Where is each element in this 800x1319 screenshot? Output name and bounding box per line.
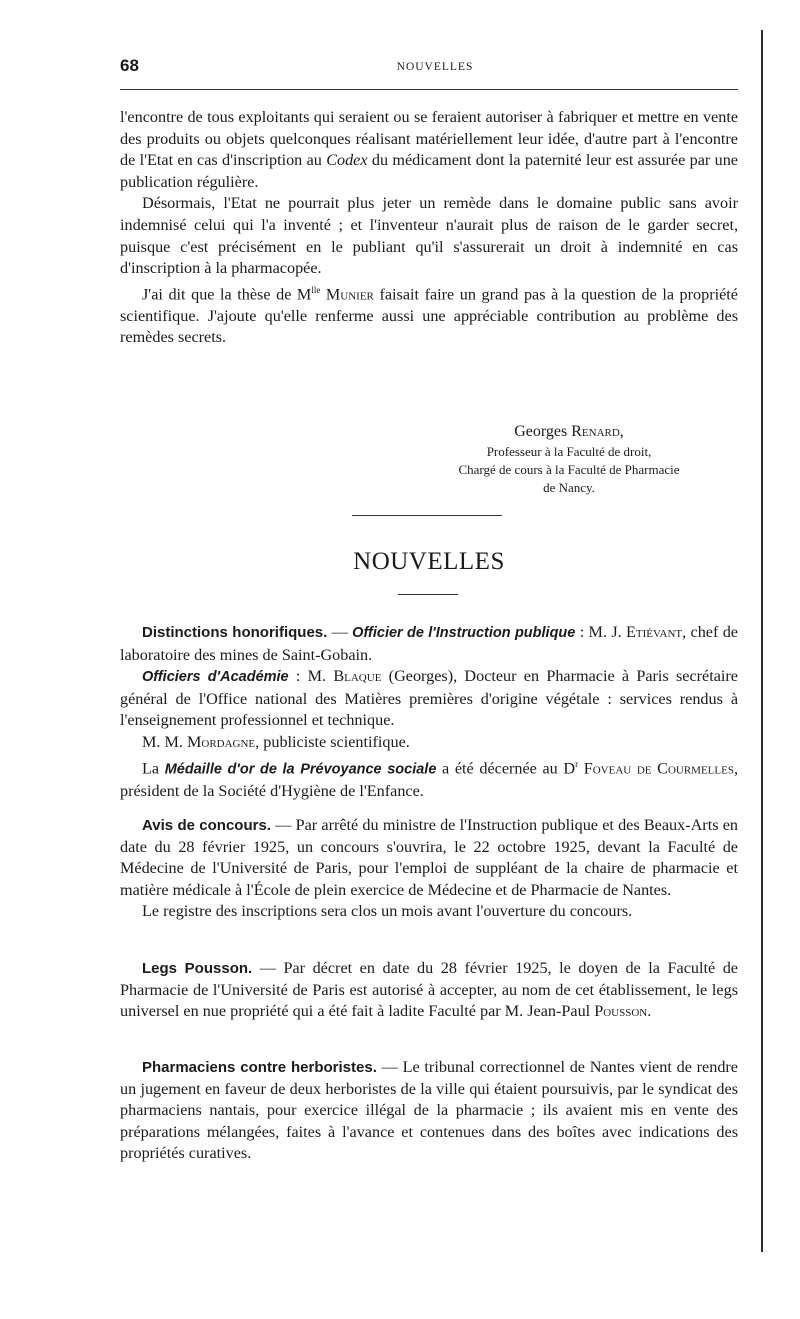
signature-block [400, 421, 738, 497]
section-title: NOUVELLES [353, 548, 505, 575]
signature-name: Georges Renard, [514, 423, 624, 440]
page-header [120, 52, 750, 80]
running-title: NOUVELLES [396, 61, 474, 73]
avis-paragraph-1: Avis de concours. — Par arrêté du ministre de l'Instruction publique et des Beaux-Arts en date du 28 février 1925, un concours s'ouvrira, le 22 octobre 1925, devant la Faculté de Médecine de l'Université de Paris, pour l'emploi de suppléant de la chaire de pharmacie et matière médicale à l'École de plein exercice de Médecine et de Pharmacie de Nantes. [120, 816, 738, 899]
signature-line-1: Professeur à la Faculté de droit, [486, 444, 652, 459]
intro-paragraph-3: J'ai dit que la thèse de $M^{lle}$ Munier faisait faire un grand pas à la question de la propriété scientifique. J'ajoute qu'elle renferme aussi une appréciable contribution au problème des remèdes secrets. [120, 284, 738, 347]
pharmaciens-section [120, 1057, 738, 1165]
intro-paragraph-1: l'encontre de tous exploitants qui seraient ou se feraient autoriser à fabriquer et mettre en vente des produits ou objets quelconques réalisant matériellement leur idée, d'autre part à l'encontre de l'Etat en cas d'inscription au Codex du médicament dont la paternité leur est assurée par une publication régulière. [120, 108, 738, 191]
distinctions-paragraph-3: M. M. Mordagne, publiciste scientifique. [142, 732, 410, 751]
page-edge-line [761, 30, 763, 1252]
distinctions-paragraph-4: La Médaille d'or de la Prévoyance sociale a été décernée au $D^r$ Foveau de Courmelles, président de la Société d'Hygiène de l'Enfance. [120, 758, 739, 800]
distinctions-paragraph-2: Officiers d'Académie : M. Blaque (Georges), Docteur en Pharmacie à Paris secrétaire général de l'Office national des Matières premières d'origine végétale : services rendus à l'enseignement professionnel et technique. [120, 667, 738, 730]
intro-paragraph-2: Désormais, l'Etat ne pourrait plus jeter un remède dans le domaine public sans avoir indemnisé celui qui l'a inventé ; et l'inventeur n'aurait plus de raison de le garder secret, puisque c'est précisément en le publiant qu'il s'assurerait un droit à indemnité en cas d'inscription à la pharmacopée. [120, 194, 738, 278]
author-name-munier: Munier [325, 285, 374, 304]
signature-line-2: Chargé de cours à la Faculté de Pharmacie [458, 462, 680, 477]
signature-line-3: de Nancy. [543, 480, 595, 495]
intro-text [120, 107, 738, 349]
codex-word: Codex [326, 151, 368, 170]
header-rule [120, 89, 738, 90]
page-number: 68 [120, 56, 139, 75]
pharmaciens-paragraph: Pharmaciens contre herboristes. — Le tribunal correctionnel de Nantes vient de rendre un jugement en faveur de deux herboristes de la ville qui étaient poursuivis, par le syndicat des pharmaciens nantais, pour exercice illégal de la pharmacie ; ils avaient mis en vente des préparations mélangées, faites à l'avance et contenues dans des boîtes avec indications des propriétés curatives. [120, 1058, 738, 1163]
section-divider-bottom [398, 594, 458, 595]
distinctions-section [120, 622, 738, 802]
legs-heading: Legs Pousson. [142, 960, 253, 977]
section-divider-top [352, 515, 502, 516]
legs-section [120, 958, 738, 1023]
legs-paragraph: Legs Pousson. — Par décret en date du 28 février 1925, le doyen de la Faculté de Pharmacie de l'Université de Paris est autorisé à accepter, au nom de cet établissement, le legs universel en nue propriété qui a été fait à ladite Faculté par M. Jean-Paul Pousson. [120, 959, 738, 1021]
avis-paragraph-2: Le registre des inscriptions sera clos un mois avant l'ouverture du concours. [142, 902, 633, 921]
avis-heading: Avis de concours. [142, 817, 271, 834]
avis-section [120, 815, 738, 923]
distinctions-heading: Distinctions honorifiques. [142, 624, 328, 641]
distinctions-paragraph-1: Distinctions honorifiques. — Officier de l'Instruction publique : M. J. Etiévant, chef de laboratoire des mines de Saint-Gobain. [120, 623, 738, 664]
pharmaciens-heading: Pharmaciens contre herboristes. [142, 1059, 377, 1076]
